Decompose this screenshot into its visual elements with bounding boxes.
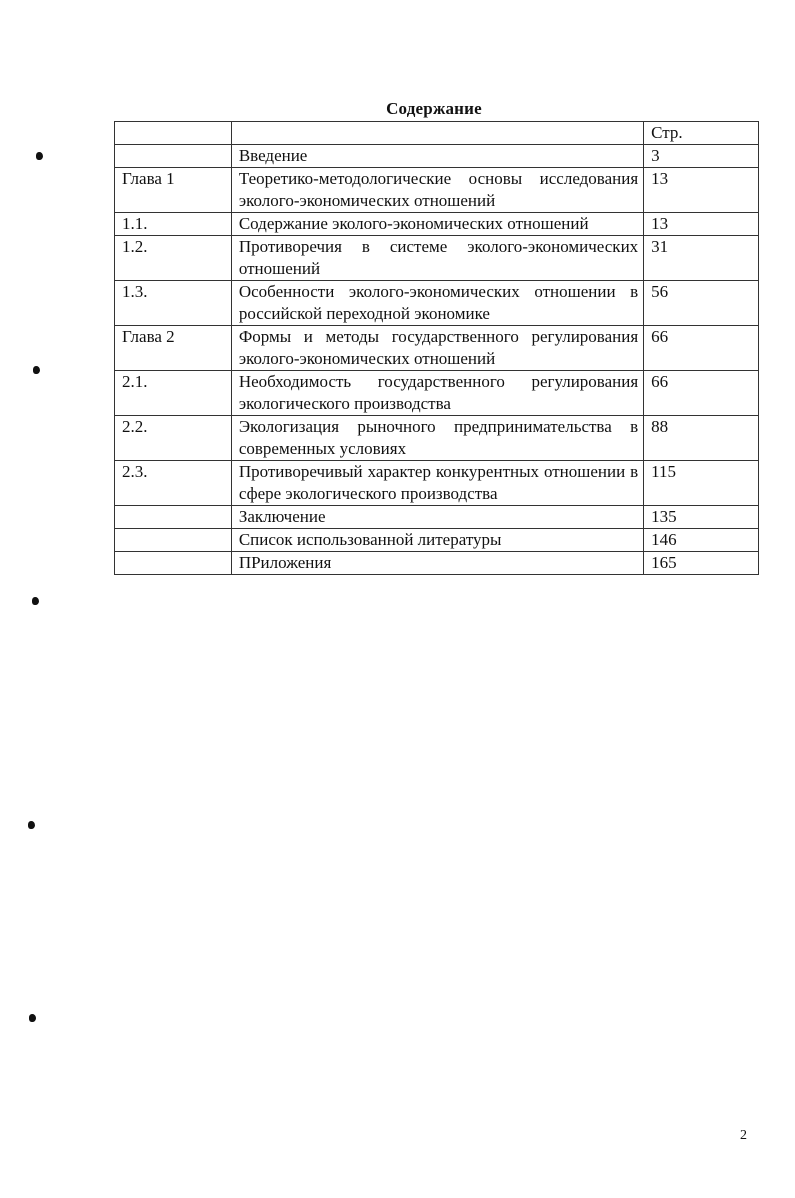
toc-number-cell xyxy=(115,145,232,168)
table-row xyxy=(115,236,759,281)
toc-page-cell: 165 xyxy=(644,552,759,575)
toc-title-cell: Заключение xyxy=(231,506,643,529)
punch-hole-mark xyxy=(33,366,40,374)
punch-hole-mark xyxy=(28,821,35,829)
table-row xyxy=(115,326,759,371)
toc-number-cell: Глава 1 xyxy=(115,168,232,213)
table-row xyxy=(115,281,759,326)
toc-title-cell: Особенности эколого-экономических отношении в российской переходной экономике xyxy=(231,281,643,326)
toc-number-cell: 1.2. xyxy=(115,236,232,281)
punch-hole-mark xyxy=(29,1014,36,1022)
toc-title-cell: Введение xyxy=(231,145,643,168)
table-row xyxy=(115,506,759,529)
toc-page-cell: 135 xyxy=(644,506,759,529)
toc-page-cell: 13 xyxy=(644,213,759,236)
table-header-row xyxy=(115,122,759,145)
table-row xyxy=(115,416,759,461)
toc-number-cell xyxy=(115,506,232,529)
toc-page-cell: 66 xyxy=(644,371,759,416)
table-row xyxy=(115,168,759,213)
toc-number-cell: 1.1. xyxy=(115,213,232,236)
toc-title-cell: Противоречивый характер конкурентных отношении в сфере экологического производства xyxy=(231,461,643,506)
toc-title-cell: Теоретико-методологические основы исследования эколого-экономических отношений xyxy=(231,168,643,213)
table-row xyxy=(115,145,759,168)
table-row xyxy=(115,552,759,575)
toc-number-cell: 2.2. xyxy=(115,416,232,461)
toc-page-cell: 31 xyxy=(644,236,759,281)
toc-number-cell xyxy=(115,552,232,575)
toc-page-cell: 88 xyxy=(644,416,759,461)
toc-number-cell xyxy=(115,122,232,145)
toc-number-cell: 1.3. xyxy=(115,281,232,326)
toc-page-header: Стр. xyxy=(644,122,759,145)
table-row xyxy=(115,529,759,552)
toc-page-cell: 115 xyxy=(644,461,759,506)
toc-title-cell: ПРиложения xyxy=(231,552,643,575)
toc-page-cell: 3 xyxy=(644,145,759,168)
punch-hole-mark xyxy=(36,152,43,160)
toc-title-cell: Формы и методы государственного регулирования эколого-экономических отношений xyxy=(231,326,643,371)
toc-title-cell: Необходимость государственного регулирования экологического производства xyxy=(231,371,643,416)
table-row xyxy=(115,461,759,506)
toc-title-cell: Противоречия в системе эколого-экономических отношений xyxy=(231,236,643,281)
page-title: Содержание xyxy=(386,99,482,118)
toc-page-cell: 13 xyxy=(644,168,759,213)
table-row xyxy=(115,213,759,236)
toc-page-cell: 146 xyxy=(644,529,759,552)
table-row xyxy=(115,371,759,416)
toc-title-cell: Экологизация рыночного предпринимательства в современных условиях xyxy=(231,416,643,461)
toc-number-cell: Глава 2 xyxy=(115,326,232,371)
toc-page-cell: 66 xyxy=(644,326,759,371)
page-number: 2 xyxy=(740,1128,747,1143)
toc-number-cell: 2.1. xyxy=(115,371,232,416)
toc-number-cell xyxy=(115,529,232,552)
toc-number-cell: 2.3. xyxy=(115,461,232,506)
table-of-contents xyxy=(114,121,759,575)
toc-title-cell: Список использованной литературы xyxy=(231,529,643,552)
toc-title-cell: Содержание эколого-экономических отношений xyxy=(231,213,643,236)
toc-title-cell xyxy=(231,122,643,145)
punch-hole-mark xyxy=(32,597,39,605)
toc-page-cell: 56 xyxy=(644,281,759,326)
